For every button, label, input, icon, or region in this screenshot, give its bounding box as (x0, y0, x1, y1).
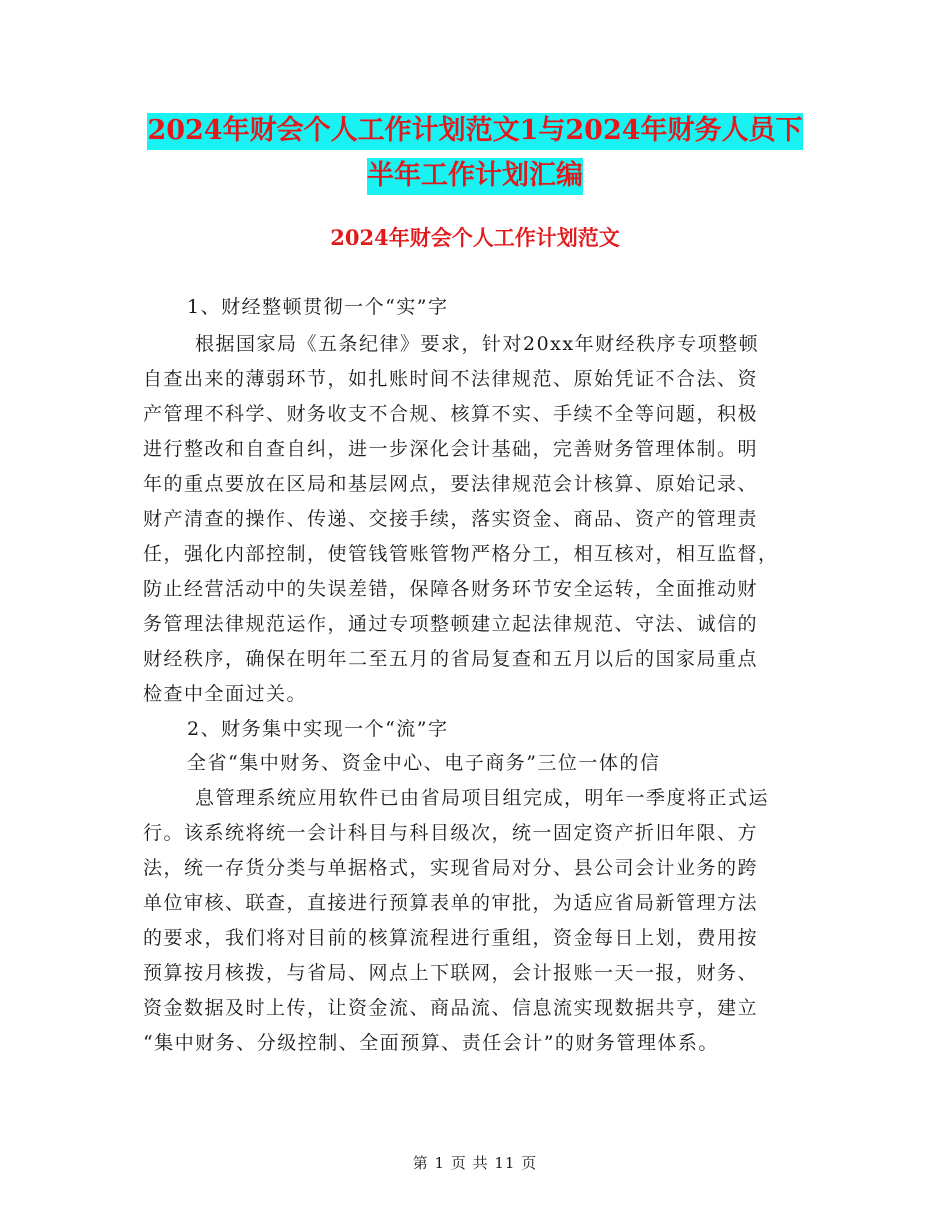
paragraph-2 (143, 781, 808, 1061)
subheading-2: 2、财务集中实现一个“流”字 (187, 718, 449, 740)
paragraph-line: 自查出来的薄弱环节，如扎账时间不法律规范、原始凭证不合法、资 (143, 368, 759, 390)
document-title-line-2 (0, 152, 950, 200)
paragraph-line: 资金数据及时上传，让资金流、商品流、信息流实现数据共亨，建立 (143, 997, 759, 1019)
paragraph-line: 进行整改和自查自纠，进一步深化会计基础，完善财务管理体制。明 (143, 438, 759, 460)
paragraph-line: 任，强化内部控制，使管钱管账管物严格分工，相互核对，相互监督， (143, 543, 779, 565)
document-title-text-2: 半年工作计划汇编 (367, 158, 583, 195)
paragraph-line: 行。该系统将统一会计科目与科目级次，统一固定资产折旧年限、方 (143, 822, 759, 844)
paragraph-1 (143, 327, 808, 712)
paragraph-line: 务管理法律规范运作，通过专项整顿建立起法律规范、守法、诚信的 (143, 613, 759, 635)
paragraph-line: 的要求，我们将对目前的核算流程进行重组，资金每日上划，费用按 (143, 927, 759, 949)
paragraph-line: 法，统一存货分类与单据格式，实现省局对分、县公司会计业务的跨 (143, 857, 759, 879)
page-footer (0, 1152, 950, 1174)
paragraph-line: 预算按月核拨，与省局、网点上下联网，会计报账一天一报，财务、 (143, 962, 759, 984)
paragraph-line: “集中财务、分级控制、全面预算、责任会计”的财务管理体系。 (143, 1032, 719, 1054)
paragraph-line: 息管理系统应用软件已由省局项目组完成，明年一季度将正式运 (195, 787, 770, 809)
document-title-text-1: 2024年财会个人工作计划范文1与2024年财务人员下 (147, 113, 802, 150)
paragraph-2-intro: 全省“集中财务、资金中心、电子商务”三位一体的信 (187, 752, 661, 774)
section-heading: 2024年财会个人工作计划范文 (330, 225, 620, 250)
paragraph-line: 防止经营活动中的失误差错，保障各财务环节安全运转，全面推动财 (143, 578, 759, 600)
document-title-line-1 (0, 107, 950, 155)
page-number-label: 第 1 页 共 11 页 (412, 1154, 538, 1172)
paragraph-line: 单位审核、联查，直接进行预算表单的审批，为适应省局新管理方法 (143, 892, 759, 914)
paragraph-line: 财经秩序，确保在明年二至五月的省局复查和五月以后的国家局重点 (143, 648, 759, 670)
subheading-1: 1、财经整顿贯彻一个“实”字 (187, 296, 449, 318)
paragraph-line: 年的重点要放在区局和基层网点，要法律规范会计核算、原始记录、 (143, 473, 759, 495)
paragraph-line: 根据国家局《五条纪律》要求，针对20xx年财经秩序专项整顿 (195, 333, 760, 355)
paragraph-line: 检查中全面过关。 (143, 683, 308, 705)
paragraph-line: 产管理不科学、财务收支不合规、核算不实、手续不全等问题，积极 (143, 403, 759, 425)
paragraph-line: 财产清查的操作、传递、交接手续，落实资金、商品、资产的管理责 (143, 508, 759, 530)
